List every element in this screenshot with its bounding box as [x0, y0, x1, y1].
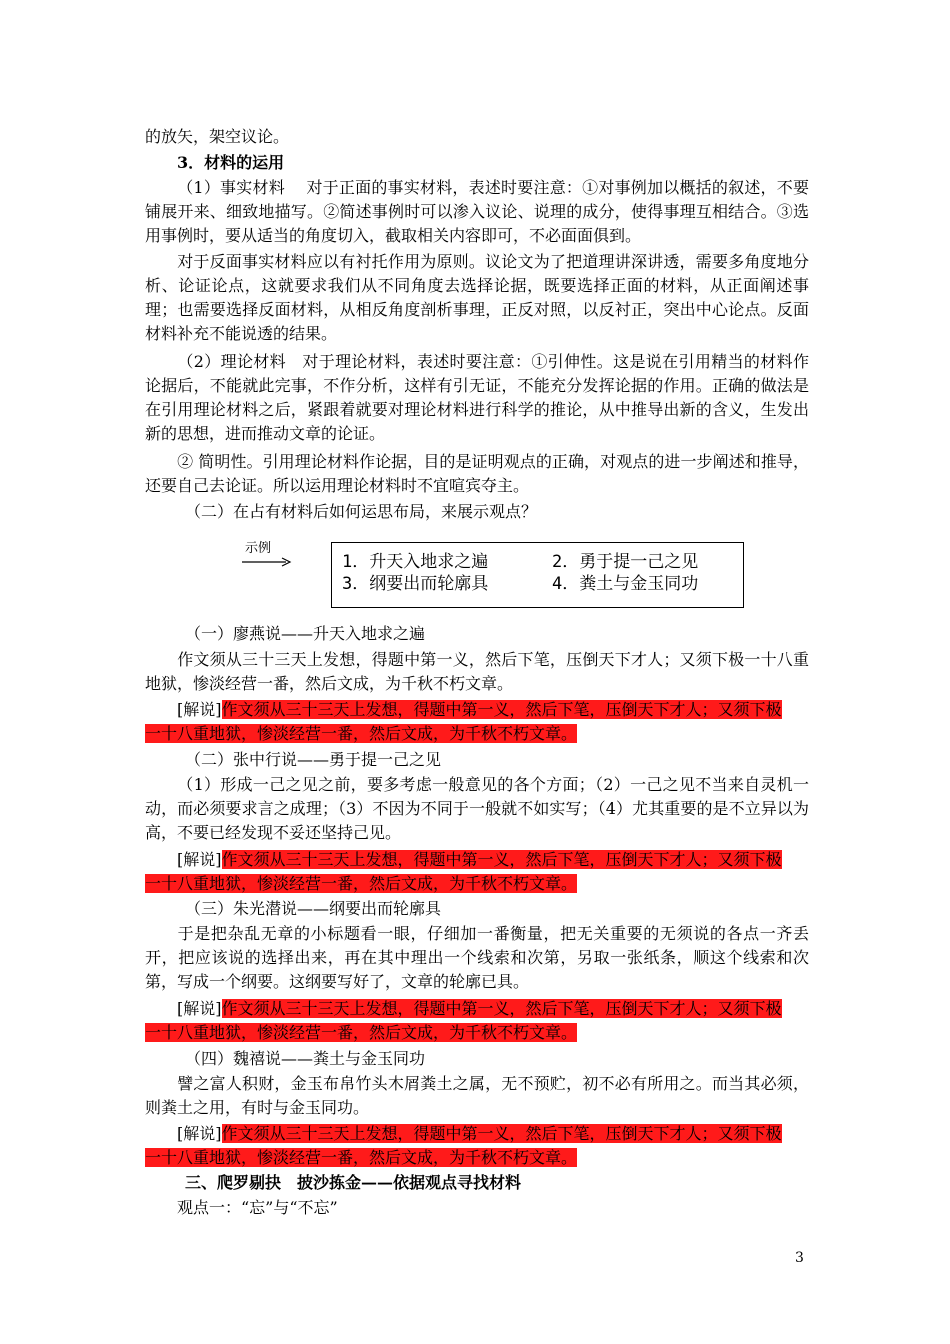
- explanation-line-2b: 一十八重地狱，惨淡经营一番，然后文成，为千秋不朽文章。: [145, 874, 578, 893]
- example-item-3: 3．纲要出而轮廓具: [342, 574, 489, 594]
- section-title-4: （四）魏禧说——粪土与金玉同功: [185, 1049, 426, 1068]
- explanation-line-4a: [解说]作文须从三十三天上发想，得题中第一义，然后下笔，压倒天下才人；又须下极: [177, 1124, 782, 1143]
- page-number: 3: [795, 1250, 804, 1266]
- explanation-line-3b: 一十八重地狱，惨淡经营一番，然后文成，为千秋不朽文章。: [145, 1023, 578, 1042]
- example-label: 示例: [245, 541, 272, 556]
- section-body-1: 作文须从三十三天上发想，得题中第一义，然后下笔，压倒天下才人；又须下极一十八重地狱，惨淡经营一番，然后文成，为千秋不朽文章。: [145, 650, 809, 693]
- example-item-2: 2．勇于提一己之见: [552, 552, 699, 572]
- section-heading-3: 3．材料的运用: [177, 153, 285, 172]
- example-box: [331, 542, 744, 608]
- right-arrow-icon: [242, 556, 292, 568]
- section-body-4: 譬之富人积财，金玉布帛竹头木屑粪土之属，无不预贮，初不必有所用之。而当其必须，则粪土之用，有时与金玉同功。: [145, 1074, 809, 1117]
- section-body-3: 于是把杂乱无章的小标题看一眼，仔细加一番衡量，把无关重要的无须说的各点一齐丢开，把应该说的选择出来，再在其中理出一个线索和次第，另取一张纸条，顺这个线索和次第，写成一个纲要。这纲要写好了，文章的轮廓已具。: [145, 924, 809, 991]
- explanation-line-2a: [解说]作文须从三十三天上发想，得题中第一义，然后下笔，压倒天下才人；又须下极: [177, 850, 782, 869]
- section-title-3: （三）朱光潜说——纲要出而轮廓具: [185, 899, 442, 918]
- example-item-4: 4．粪土与金玉同功: [552, 574, 699, 594]
- viewpoint-heading: 观点一：“忘”与“不忘”: [177, 1198, 338, 1217]
- explanation-line-4b: 一十八重地狱，惨淡经营一番，然后文成，为千秋不朽文章。: [145, 1148, 578, 1167]
- paragraph-negative-material: 对于反面事实材料应以有衬托作用为原则。议论文为了把道理讲深讲透，需要多角度地分析、论证论点，这就要求我们从不同角度去选择论据，既要选择正面的材料，从正面阐述事理；也需要选择反面材料，从相反角度剖析事理，正反对照，以反衬正，突出中心论点。反面材料补充不能说透的结果。: [145, 252, 809, 343]
- question-heading: （二）在占有材料后如何运思布局，来展示观点？: [185, 502, 538, 521]
- explanation-line-1a: [解说]作文须从三十三天上发想，得题中第一义，然后下笔，压倒天下才人；又须下极: [177, 700, 782, 719]
- paragraph-theory-material: （2）理论材料 对于理论材料，表述时要注意：①引伸性。这是说在引用精当的材料作论据后，不能就此完事，不作分析，这样有引无证，不能充分发挥论据的作用。正确的做法是在引用理论材料之后，紧跟着就要对理论材料进行科学的推论，从中推导出新的含义，生发出新的思想，进而推动文章的论证。: [145, 352, 809, 443]
- paragraph-continuation: 的放矢，架空议论。: [145, 127, 290, 146]
- chapter-heading-3: 三、爬罗剔抉 披沙拣金——依据观点寻找材料: [185, 1173, 522, 1192]
- paragraph-fact-material: （1）事实材料 对于正面的事实材料，表述时要注意：①对事例加以概括的叙述，不要铺展开来、细致地描写。②简述事例时可以渗入议论、说理的成分，使得事理互相结合。③选用事例时，要从适当的角度切入，截取相关内容即可，不必面面俱到。: [145, 178, 809, 245]
- paragraph-conciseness: ② 简明性。引用理论材料作论据，目的是证明观点的正确，对观点的进一步阐述和推导，还要自己去论证。所以运用理论材料时不宜喧宾夺主。: [145, 452, 809, 495]
- section-body-2: （1）形成一己之见之前，要多考虑一般意见的各个方面；（2）一己之见不当来自灵机一动，而必须要求言之成理；（3）不因为不同于一般就不如实写；（4）尤其重要的是不立异以为高，不要已经发现不妥还坚持己见。: [145, 775, 809, 842]
- example-item-1: 1．升天入地求之遍: [342, 552, 489, 572]
- section-title-1: （一）廖燕说——升天入地求之遍: [185, 624, 426, 643]
- explanation-line-1b: 一十八重地狱，惨淡经营一番，然后文成，为千秋不朽文章。: [145, 724, 578, 743]
- section-title-2: （二）张中行说——勇于提一己之见: [185, 750, 442, 769]
- explanation-line-3a: [解说]作文须从三十三天上发想，得题中第一义，然后下笔，压倒天下才人；又须下极: [177, 999, 782, 1018]
